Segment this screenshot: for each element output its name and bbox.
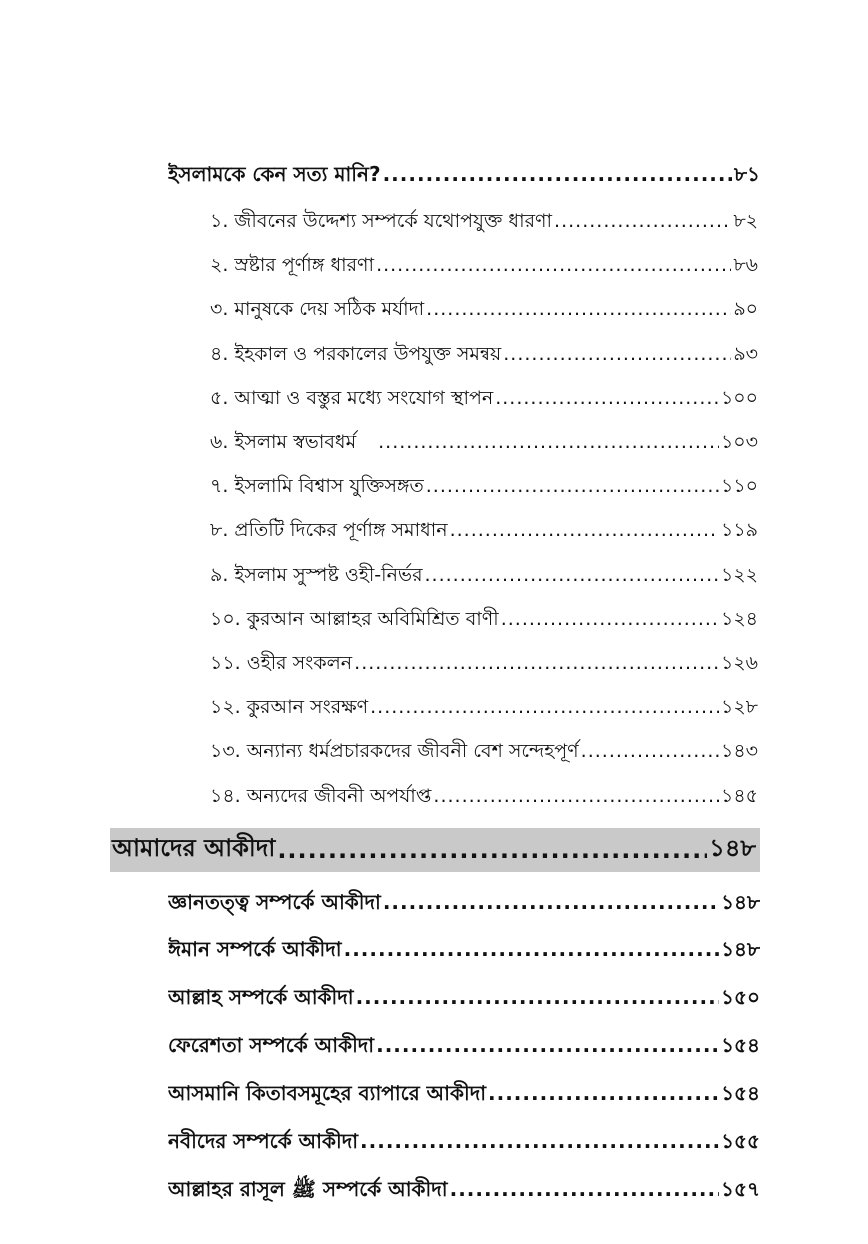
toc-entry-title: ৯. ইসলাম সুস্পষ্ট ওহী-নির্ভর (210, 564, 423, 586)
toc-entry-title: ১৩. অন্যান্য ধর্মপ্রচারকদের জীবনী বেশ সন্দেহপূর্ণ (210, 740, 579, 762)
toc-entry-page: ১৫৪ (721, 1081, 760, 1105)
toc-entry-title: ১২. কুরআন সংরক্ষণ (210, 696, 369, 718)
toc-entry (210, 472, 758, 504)
dot-leader (503, 343, 731, 365)
toc-entry-page: ১১৯ (721, 519, 758, 541)
toc-entry (210, 561, 758, 593)
toc-entry-title: ১১. ওহীর সংকলন (210, 652, 353, 674)
toc-entry-page: ১৫৪ (721, 1033, 760, 1057)
toc-entry-page: ১৪৮ (721, 890, 760, 914)
dot-leader (554, 210, 731, 232)
toc-entry-page: ১৫৭ (721, 1177, 760, 1201)
toc-entry-page: ৯০ (733, 298, 758, 320)
toc-entry-title: ২. স্রষ্টার পূর্ণাঙ্গ ধারণা (210, 254, 375, 276)
toc-entry-page: ১৫৫ (721, 1129, 760, 1153)
toc-chapter-entry (168, 983, 760, 1016)
dot-leader (370, 696, 719, 718)
toc-entry-title: ১৪. অন্যদের জীবনী অপর্যাপ্ত (210, 785, 432, 807)
toc-entry (210, 649, 758, 681)
dot-leader (433, 785, 719, 807)
toc-entry-title: ঈমান সম্পর্কে আকীদা (168, 937, 342, 961)
dot-leader (376, 254, 731, 276)
dot-leader (426, 475, 719, 497)
toc-entry (210, 384, 758, 416)
dot-leader (426, 298, 731, 320)
toc-entry-page: ১২৮ (720, 696, 758, 718)
toc-entry-page: ১০৩ (720, 431, 758, 453)
toc-chapter-entry (168, 1175, 760, 1208)
toc-entry-title: নবীদের সম্পর্কে আকীদা (168, 1129, 359, 1153)
toc-entry-page: ১৪৩ (720, 740, 758, 762)
toc-entry-title: ৬. ইসলাম স্বভাবধর্ম (210, 431, 357, 453)
toc-entry-page: ১৪৫ (721, 785, 758, 807)
dot-leader (376, 1033, 719, 1057)
toc-entry-page: ১৫০ (721, 985, 760, 1009)
toc-entry (210, 251, 758, 283)
toc-chapter-entry (168, 888, 760, 921)
toc-entry-page: ৮৬ (733, 254, 758, 276)
toc-entry-page: ৮২ (733, 210, 758, 232)
dot-leader (378, 431, 719, 453)
toc-entry (210, 295, 758, 327)
toc-entry-title: আসমানি কিতাবসমূহের ব্যাপারে আকীদা (168, 1081, 487, 1105)
toc-entry (210, 516, 758, 548)
toc-chapter-heading (110, 828, 760, 872)
dot-leader (383, 890, 719, 914)
dot-leader (450, 519, 719, 541)
toc-entry-title: ৭. ইসলামি বিশ্বাস যুক্তিসঙ্গত (210, 475, 424, 497)
dot-leader (450, 1177, 719, 1201)
toc-entry-title: ১. জীবনের উদ্দেশ্য সম্পর্কে যথোপযুক্ত ধারণা (210, 210, 553, 232)
toc-entry-page: ৯৩ (733, 343, 758, 365)
toc-entry-page: ১০০ (720, 387, 758, 409)
toc-entry-page: ১২২ (720, 564, 758, 586)
toc-entry-title: ফেরেশতা সম্পর্কে আকীদা (168, 1033, 375, 1057)
dot-leader (356, 985, 719, 1009)
toc-entry-page: ১২৬ (720, 652, 758, 674)
toc-entry-title: ৪. ইহকাল ও পরকালের উপযুক্ত সমন্বয় (210, 343, 502, 365)
toc-entry (210, 207, 758, 239)
toc-entry-title: ইসলামকে কেন সত্য মানি? (168, 162, 381, 186)
toc-section-heading (168, 160, 760, 193)
toc-entry-page: ৮১ (734, 162, 760, 186)
toc-entry-page: ১৪৮ (709, 834, 756, 862)
dot-leader (354, 652, 719, 674)
toc-entry-title: ৫. আত্মা ও বস্তুর মধ্যে সংযোগ স্থাপন (210, 387, 494, 409)
dot-leader (501, 608, 719, 630)
dot-leader (360, 1129, 719, 1153)
toc-entry (210, 693, 758, 725)
toc-entry (210, 782, 758, 814)
dot-leader (425, 564, 719, 586)
toc-entry-title: জ্ঞানতত্ত্ব সম্পর্কে আকীদা (168, 890, 381, 914)
toc-entry-title: ৩. মানুষকে দেয় সঠিক মর্যাদা (210, 298, 425, 320)
toc-chapter-entry (168, 1127, 760, 1160)
toc-entry-page: ১২৪ (720, 608, 758, 630)
toc-entry-title: আমাদের আকীদা (112, 834, 276, 862)
toc-entry-title: ১০. কুরআন আল্লাহর অবিমিশ্রিত বাণী (210, 608, 499, 630)
dot-leader (383, 162, 732, 186)
toc-chapter-entry (168, 1031, 760, 1064)
toc-entry (210, 737, 758, 769)
toc-entry-page: ১৪৮ (721, 937, 760, 961)
toc-chapter-entry (168, 935, 760, 968)
dot-leader (344, 937, 719, 961)
toc-entry-title: আল্লাহর রাসূল ﷺ সম্পর্কে আকীদা (168, 1177, 448, 1201)
dot-leader (581, 740, 719, 762)
toc-chapter-entry (168, 1079, 760, 1112)
dot-leader (495, 387, 719, 409)
dot-leader (277, 836, 707, 864)
dot-leader (488, 1081, 719, 1105)
toc-entry (210, 605, 758, 637)
toc-entry-page: ১১০ (720, 475, 758, 497)
toc-entry (210, 428, 758, 460)
toc-entry-title: ৮. প্রতিটি দিকের পূর্ণাঙ্গ সমাধান (210, 519, 448, 541)
toc-entry-title: আল্লাহ সম্পর্কে আকীদা (168, 985, 354, 1009)
toc-entry (210, 340, 758, 372)
